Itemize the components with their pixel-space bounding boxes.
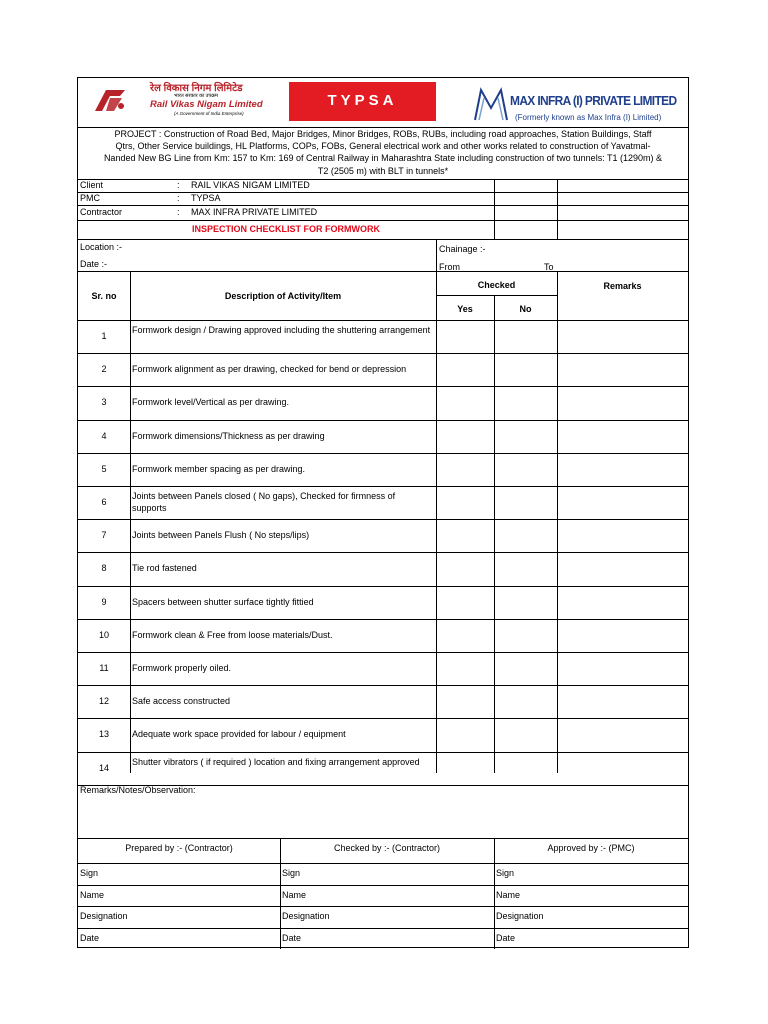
row-number: 14 (98, 762, 109, 773)
row-number: 12 (98, 696, 109, 707)
client-label: Client (80, 180, 104, 190)
signoff-sign-field[interactable]: Sign (80, 868, 99, 878)
contractor-sep: : (177, 207, 180, 217)
client-value: RAIL VIKAS NIGAM LIMITED (191, 180, 310, 190)
row-description: Tie rod fastened (132, 563, 197, 574)
row-number: 3 (101, 397, 107, 408)
rvnl-logo (92, 86, 128, 114)
row-yes-cell[interactable] (436, 486, 494, 519)
rvnl-sub: (A Government of India Enterprise) (174, 111, 244, 116)
row-description: Formwork level/Vertical as per drawing. (132, 397, 290, 408)
signoff-date-field[interactable]: Date (282, 932, 302, 943)
max-infra-sub: (Formerly known as Max Infra (I) Limited) (515, 113, 662, 122)
row-remarks-cell[interactable] (557, 486, 688, 519)
max-infra-emblem-icon (471, 86, 511, 122)
row-remarks-cell[interactable] (557, 320, 688, 353)
row-remarks-cell[interactable] (557, 586, 688, 619)
row-description: Joints between Panels closed ( No gaps), Checked for firmness of supports (132, 491, 396, 513)
row-remarks-cell[interactable] (557, 718, 688, 751)
row-yes-cell[interactable] (436, 752, 494, 785)
remarks-header: Remarks (603, 281, 642, 291)
pmc-value: TYPSA (191, 193, 221, 203)
row-description: Joints between Panels Flush ( No steps/lips) (132, 530, 310, 541)
checklist-sheet (77, 77, 689, 948)
row-remarks-cell[interactable] (557, 420, 688, 453)
row-description: Formwork clean & Free from loose materials/Dust. (132, 629, 333, 640)
row-yes-cell[interactable] (436, 519, 494, 552)
row-description: Spacers between shutter surface tightly fittied (132, 596, 314, 607)
row-yes-cell[interactable] (436, 386, 494, 419)
rvnl-name: Rail Vikas Nigam Limited (150, 99, 263, 110)
date-label: Date :- (80, 259, 108, 269)
row-yes-cell[interactable] (436, 320, 494, 353)
signoff-date-field[interactable]: Date (496, 932, 516, 943)
description-header: Description of Activity/Item (224, 291, 342, 301)
row-number: 5 (101, 463, 107, 474)
prepared-by-header: Prepared by :- (Contractor) (125, 843, 233, 853)
signoff-name-field[interactable]: Name (80, 889, 105, 900)
row-description: Formwork properly oiled. (132, 663, 232, 673)
row-number: 11 (99, 663, 109, 673)
row-remarks-cell[interactable] (557, 519, 688, 552)
row-no-cell[interactable] (494, 386, 557, 419)
row-number: 7 (101, 530, 107, 541)
row-description: Formwork member spacing as per drawing. (132, 463, 306, 474)
row-remarks-cell[interactable] (557, 453, 688, 486)
row-number: 1 (101, 331, 107, 341)
srno-header: Sr. no (91, 291, 117, 301)
row-no-cell[interactable] (494, 718, 557, 751)
row-description: Adequate work space provided for labour / equipment (132, 729, 346, 740)
signoff-fields (78, 863, 688, 949)
max-infra-name: MAX INFRA (I) PRIVATE LIMITED (510, 93, 677, 108)
row-yes-cell[interactable] (436, 586, 494, 619)
row-number: 13 (98, 729, 109, 740)
no-header: No (519, 304, 532, 314)
row-remarks-cell[interactable] (557, 652, 688, 685)
client-sep: : (177, 180, 180, 190)
checklist-title: INSPECTION CHECKLIST FOR FORMWORK (192, 224, 380, 234)
row-number: 8 (101, 563, 107, 574)
max-infra-logo (471, 86, 511, 122)
row-no-cell[interactable] (494, 586, 557, 619)
row-yes-cell[interactable] (436, 619, 494, 652)
typsa-logo (289, 82, 436, 121)
row-no-cell[interactable] (494, 552, 557, 585)
row-remarks-cell[interactable] (557, 353, 688, 386)
remarks-notes-label: Remarks/Notes/Observation: (80, 785, 196, 795)
checked-by-header: Checked by :- (Contractor) (333, 843, 441, 853)
row-number: 9 (101, 596, 107, 607)
row-yes-cell[interactable] (436, 652, 494, 685)
pmc-label: PMC (80, 193, 100, 203)
row-number: 4 (101, 430, 107, 441)
row-yes-cell[interactable] (436, 685, 494, 718)
signoff-sign-field[interactable]: Sign (282, 868, 301, 878)
row-yes-cell[interactable] (436, 420, 494, 453)
row-no-cell[interactable] (494, 420, 557, 453)
signoff-designation-field[interactable]: Designation (282, 911, 330, 921)
from-label: From (439, 262, 460, 272)
chainage-label: Chainage :- (439, 244, 486, 254)
typsa-wordmark: TYPSA (327, 92, 398, 109)
row-description: Formwork design / Drawing approved including the shuttering arrangement (132, 325, 431, 335)
row-description: Safe access constructed (132, 696, 231, 707)
project-line-3: Nanded New BG Line from Km: 157 to Km: 169 of Central Railway in Maharashtra State including construction of two tunnels: T1 (1290m) & (103, 153, 663, 163)
row-remarks-cell[interactable] (557, 386, 688, 419)
row-remarks-cell[interactable] (557, 619, 688, 652)
row-no-cell[interactable] (494, 652, 557, 685)
row-number: 2 (101, 364, 107, 375)
row-description: Formwork dimensions/Thickness as per drawing (132, 430, 325, 441)
row-no-cell[interactable] (494, 486, 557, 519)
signoff-designation-field[interactable]: Designation (496, 911, 544, 921)
yes-header: Yes (457, 304, 473, 314)
rvnl-hindi-name: रेल विकास निगम लिमिटेड (150, 83, 243, 94)
row-remarks-cell[interactable] (557, 552, 688, 585)
to-label: To (544, 262, 554, 272)
project-line-4: T2 (2505 m) with BLT in tunnels* (317, 166, 449, 176)
signoff-date-field[interactable]: Date (80, 932, 100, 943)
row-no-cell[interactable] (494, 353, 557, 386)
row-yes-cell[interactable] (436, 453, 494, 486)
row-no-cell[interactable] (494, 519, 557, 552)
row-no-cell[interactable] (494, 320, 557, 353)
contractor-label: Contractor (80, 207, 123, 217)
row-number: 10 (98, 629, 109, 640)
pmc-sep: : (177, 193, 180, 203)
contractor-value: MAX INFRA PRIVATE LIMITED (191, 207, 318, 217)
project-line-2: Qtrs, Other Service buildings, HL Platforms, COPs, FOBs, General electrical work and other works related to construction of Yavatmal- (115, 141, 651, 151)
rvnl-emblem-icon (92, 86, 128, 114)
project-line-1: PROJECT : Construction of Road Bed, Major Bridges, Minor Bridges, ROBs, RUBs, including road approaches, Station Buildings, Staff (114, 129, 652, 139)
signoff-sign-field[interactable]: Sign (496, 868, 515, 878)
checklist-rows (78, 320, 688, 784)
location-label: Location :- (80, 242, 123, 252)
row-remarks-cell[interactable] (557, 752, 688, 785)
rvnl-hindi-sub: भारत सरकार का उपक्रम (174, 93, 219, 99)
row-description: Formwork alignment as per drawing, checked for bend or depression (132, 364, 407, 375)
row-yes-cell[interactable] (436, 552, 494, 585)
signoff-designation-field[interactable]: Designation (80, 911, 128, 921)
row-number: 6 (101, 497, 107, 507)
row-description: Shutter vibrators ( if required ) location and fixing arrangement approved (132, 756, 420, 767)
row-no-cell[interactable] (494, 685, 557, 718)
checked-header: Checked (477, 280, 516, 290)
row-yes-cell[interactable] (436, 718, 494, 751)
row-no-cell[interactable] (494, 619, 557, 652)
row-yes-cell[interactable] (436, 353, 494, 386)
row-no-cell[interactable] (494, 752, 557, 785)
row-no-cell[interactable] (494, 453, 557, 486)
signoff-name-field[interactable]: Name (282, 889, 307, 900)
row-remarks-cell[interactable] (557, 685, 688, 718)
approved-by-header: Approved by :- (PMC) (547, 843, 635, 853)
signoff-name-field[interactable]: Name (496, 889, 521, 900)
